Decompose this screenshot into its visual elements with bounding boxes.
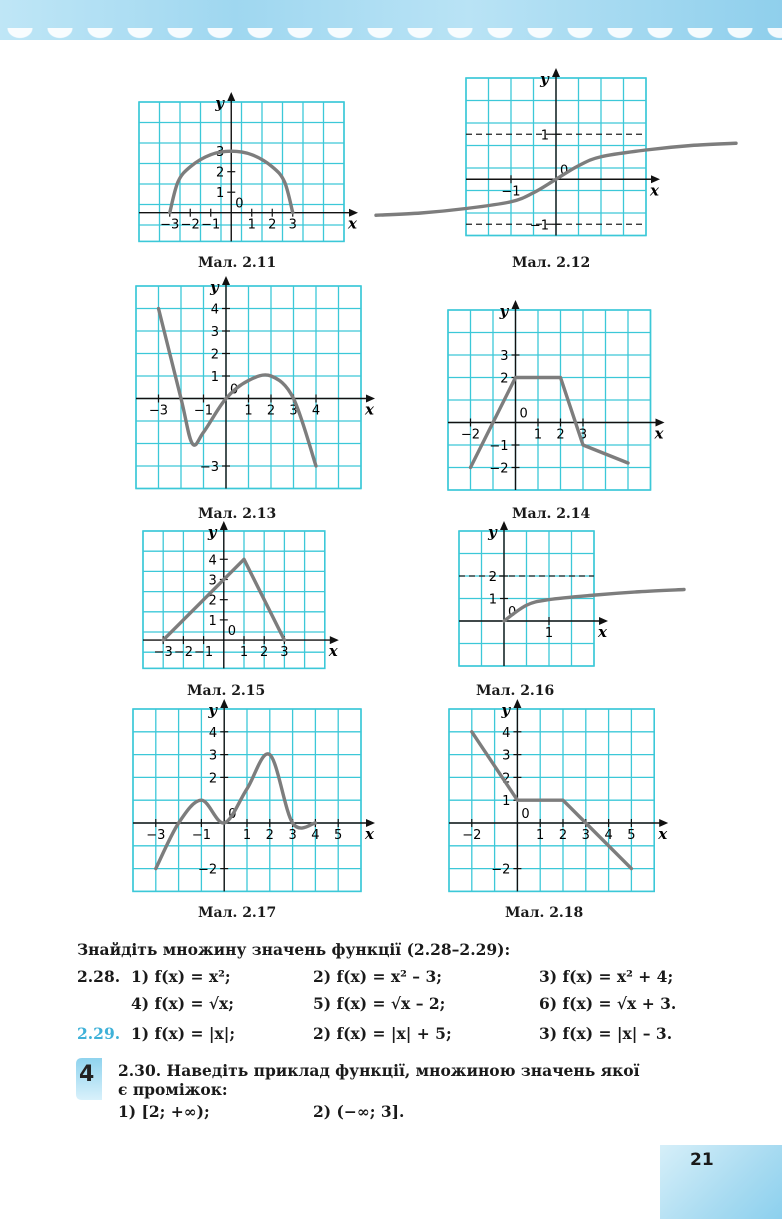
y-tick-label: 1	[488, 592, 497, 608]
level-badge-number: 4	[79, 1062, 95, 1087]
y-tick-label: −2	[198, 862, 218, 878]
caption-2-14: Мал. 2.14	[512, 506, 591, 522]
y-tick-label: 2	[208, 593, 217, 609]
x-tick-label: −3	[148, 403, 169, 419]
x-tick-label: −3	[160, 217, 180, 233]
x-tick-label: 1	[244, 403, 253, 419]
x-tick-label: 0	[519, 406, 528, 422]
x-tick-label: −2	[180, 217, 200, 233]
caption-2-12: Мал. 2.12	[512, 255, 591, 271]
x-axis-label: x	[654, 424, 664, 443]
x-tick-label: −2	[460, 427, 481, 443]
y-tick-label: −3	[199, 460, 219, 475]
x-tick-label: −1	[193, 403, 214, 419]
banner-wave	[0, 28, 782, 44]
x-tick-label: 4	[604, 828, 613, 843]
x-tick-label: 2	[265, 828, 274, 843]
y-axis-arrow-icon	[500, 521, 508, 530]
function-curve	[156, 754, 316, 869]
y-tick-label: −2	[491, 862, 511, 878]
grid	[133, 709, 361, 891]
graph-2-13	[136, 278, 374, 490]
x-tick-label: 3	[289, 403, 298, 419]
y-tick-label: −2	[489, 461, 509, 477]
y-axis-label: y	[208, 701, 217, 719]
problem-2-30-option-2: 2) (−∞; 3].	[313, 1102, 405, 1121]
y-tick-label: −1	[529, 218, 549, 234]
caption-2-16: Мал. 2.16	[476, 683, 555, 699]
y-tick-label: 2	[210, 347, 219, 363]
graph-2-18	[449, 701, 668, 891]
y-axis-arrow-icon	[227, 92, 235, 101]
x-tick-label: 1	[247, 217, 256, 233]
y-tick-label: 2	[488, 570, 497, 585]
y-tick-label: 2	[215, 165, 225, 181]
x-tick-label: −2	[462, 828, 482, 843]
x-tick-label: 0	[560, 163, 569, 179]
y-axis-label: y	[207, 523, 217, 541]
problem-2-28-number: 2.28.	[77, 967, 121, 986]
y-tick-label: −1	[489, 439, 509, 454]
graph-2-11	[139, 94, 357, 241]
x-tick-label: 5	[334, 828, 343, 843]
x-tick-label: 0	[230, 382, 239, 398]
caption-2-15: Мал. 2.15	[187, 683, 266, 699]
y-tick-label: 3	[215, 145, 225, 161]
problem-2-28-item-4: 4) f(x) = √x;	[131, 994, 235, 1013]
top-banner	[0, 0, 782, 40]
function-curve	[159, 309, 317, 467]
x-tick-label: 5	[627, 828, 636, 843]
x-axis-label: x	[365, 825, 374, 843]
y-tick-label: 3	[502, 748, 511, 764]
y-tick-label: 2	[208, 771, 218, 787]
problem-2-28-item-5: 5) f(x) = √x – 2;	[313, 994, 446, 1013]
y-tick-label: 4	[210, 302, 219, 318]
y-tick-label: 4	[208, 725, 218, 741]
caption-2-17: Мал. 2.17	[198, 905, 277, 921]
problem-2-30-option-1: 1) [2; +∞);	[118, 1102, 210, 1121]
graph-2-15	[143, 523, 338, 668]
x-tick-label: 0	[235, 196, 244, 212]
x-tick-label: 3	[581, 828, 590, 843]
y-axis-arrow-icon	[513, 699, 521, 708]
problem-2-29-item-1: 1) f(x) = |x|;	[131, 1024, 236, 1043]
y-axis-arrow-icon	[220, 699, 228, 708]
problem-2-30-line-1: 2.30. Наведіть приклад функції, множиною значень якої	[118, 1061, 640, 1080]
y-tick-label: 1	[208, 613, 217, 629]
problem-2-28-item-1: 1) f(x) = x²;	[131, 967, 231, 986]
x-tick-label: −1	[194, 645, 214, 661]
y-tick-label: 1	[210, 370, 219, 385]
y-axis-label: y	[488, 523, 497, 541]
problem-2-28-item-3: 3) f(x) = x² + 4;	[539, 967, 674, 986]
x-tick-label: 4	[311, 828, 320, 843]
x-tick-label: 2	[556, 427, 565, 443]
graph-2-12	[466, 70, 659, 236]
x-tick-label: 2	[558, 828, 568, 843]
y-axis-label: y	[540, 70, 549, 88]
problem-2-29-number: 2.29.	[77, 1024, 121, 1043]
y-axis-arrow-icon	[512, 300, 520, 309]
problem-2-28-item-6: 6) f(x) = √x + 3.	[539, 994, 677, 1013]
x-tick-label: 1	[242, 828, 252, 843]
x-tick-label: 0	[227, 624, 237, 640]
y-tick-label: 3	[500, 349, 509, 364]
y-axis-label: y	[215, 94, 224, 112]
graph-2-17	[133, 701, 374, 891]
x-tick-label: 1	[536, 828, 545, 843]
grid	[448, 310, 651, 490]
problem-2-30-line-2: є проміжок:	[118, 1080, 228, 1099]
x-tick-label: 3	[288, 217, 297, 233]
y-axis-arrow-icon	[222, 276, 230, 285]
graph-2-14	[448, 302, 664, 490]
x-tick-label: 2	[266, 403, 276, 419]
x-axis-label: x	[598, 623, 607, 641]
grid	[136, 286, 361, 489]
y-tick-label: 3	[208, 748, 218, 764]
x-tick-label: −3	[146, 828, 166, 843]
caption-2-18: Мал. 2.18	[505, 905, 584, 921]
x-tick-label: 4	[311, 403, 321, 419]
problem-2-28-item-2: 2) f(x) = x² – 3;	[313, 967, 442, 986]
x-axis-label: x	[658, 825, 668, 843]
x-tick-label: 1	[533, 427, 543, 443]
y-tick-label: 3	[210, 325, 219, 340]
x-tick-label: 0	[228, 807, 237, 822]
x-axis-label: x	[348, 214, 357, 233]
y-tick-label: 4	[502, 725, 511, 741]
y-axis-arrow-icon	[220, 521, 228, 530]
y-axis-label: y	[210, 278, 219, 296]
x-tick-label: 3	[288, 828, 297, 843]
x-tick-label: 1	[544, 626, 554, 641]
problem-2-29-item-3: 3) f(x) = |x| – 3.	[539, 1024, 673, 1043]
y-tick-label: 2	[500, 371, 509, 387]
y-tick-label: 2	[502, 771, 511, 787]
y-tick-label: 1	[215, 186, 225, 202]
y-axis-label: y	[501, 701, 511, 719]
caption-2-11: Мал. 2.11	[198, 255, 277, 271]
y-axis-label: y	[499, 302, 509, 320]
y-tick-label: 4	[208, 553, 217, 569]
x-tick-label: −1	[501, 184, 521, 200]
y-tick-label: 3	[208, 573, 217, 589]
problem-2-29-item-2: 2) f(x) = |x| + 5;	[313, 1024, 452, 1043]
x-tick-label: 3	[280, 645, 289, 661]
y-axis-arrow-icon	[552, 68, 560, 77]
caption-2-13: Мал. 2.13	[198, 506, 277, 522]
x-axis-label: x	[650, 181, 659, 200]
x-tick-label: 2	[268, 217, 277, 233]
x-tick-label: −1	[201, 217, 221, 233]
graph-2-16	[459, 523, 607, 668]
x-tick-label: −3	[153, 645, 173, 661]
x-tick-label: 0	[521, 807, 530, 822]
corner-decoration	[660, 1145, 782, 1219]
x-tick-label: 2	[260, 645, 269, 661]
x-tick-label: 1	[239, 645, 249, 661]
x-tick-label: 0	[508, 605, 517, 620]
x-tick-label: −1	[191, 828, 211, 843]
x-tick-label: 3	[578, 427, 588, 443]
x-tick-label: −2	[173, 645, 193, 661]
page-number: 21	[690, 1150, 714, 1170]
y-tick-label: 1	[540, 128, 549, 144]
y-tick-label: 1	[502, 794, 511, 810]
exercise-intro: Знайдіть множину значень функції (2.28–2.29):	[77, 940, 511, 959]
x-axis-label: x	[328, 642, 338, 661]
x-axis-label: x	[365, 400, 374, 419]
